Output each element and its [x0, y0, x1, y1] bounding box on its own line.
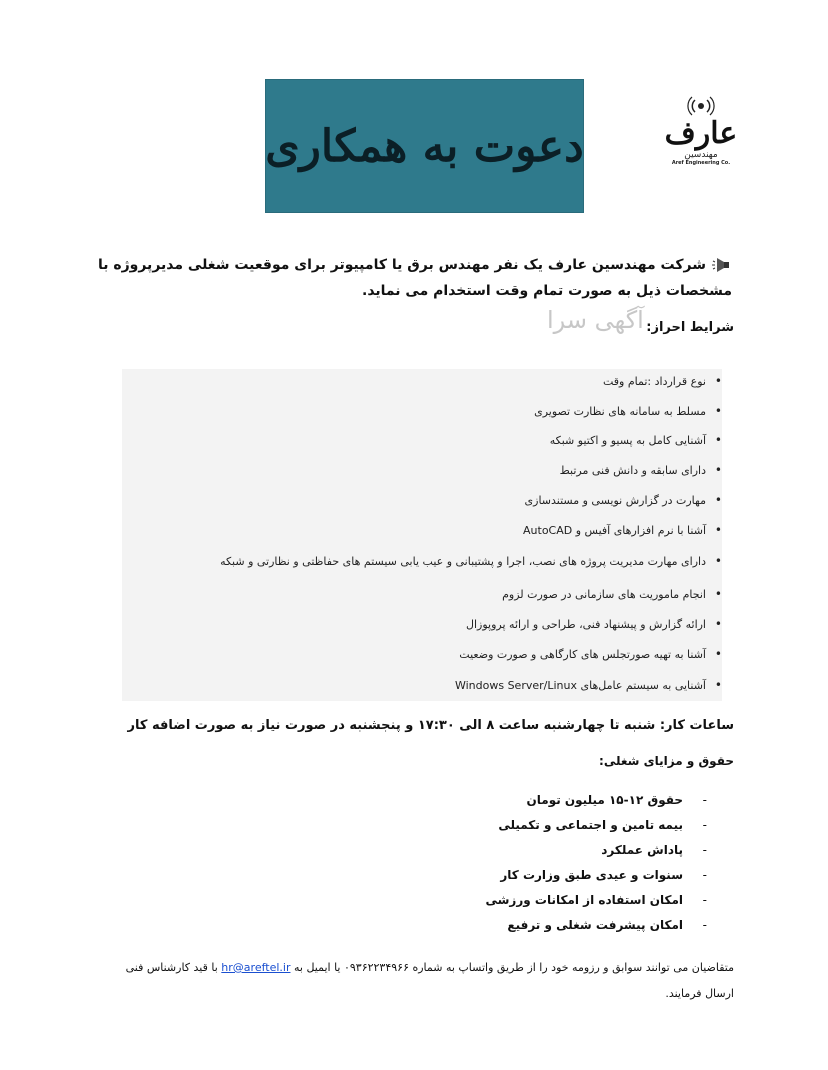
benefit-item: سنوات و عیدی طبق وزارت کار	[500, 868, 683, 882]
logo-subtitle: مهندسین	[684, 150, 718, 160]
banner-title: دعوت به همکاری	[265, 120, 584, 172]
benefit-item: بیمه تامین و اجتماعی و تکمیلی	[498, 818, 683, 832]
list-item: دارای مهارت مدیریت پروژه های نصب، اجرا و پشتیبانی و عیب یابی سیستم های حفاظتی و نظارتی و شبکه •	[220, 555, 706, 568]
logo-name: عارف	[664, 116, 738, 151]
footer-paragraph	[94, 955, 734, 1007]
antenna-icon	[686, 96, 716, 118]
dash-marker: -	[702, 868, 707, 882]
list-item: دارای سابقه و دانش فنی مرتبط •	[560, 464, 706, 477]
speaker-icon	[712, 257, 732, 273]
intro-text: شرکت مهندسین عارف یک نفر مهندس برق یا کامپیوتر برای موقعیت شغلی مدیرپروژه با مشخصات ذیل به صورت تمام وقت استخدام می نماید.	[97, 257, 732, 299]
work-hours: ساعات کار: شنبه تا چهارشنبه ساعت ۸ الی ۱۷:۳۰ و پنجشنبه در صورت نیاز به صورت اضافه کار	[127, 718, 734, 733]
company-logo	[663, 96, 739, 180]
list-item: مسلط به سامانه های نظارت تصویری •	[534, 405, 706, 418]
dash-marker: -	[702, 793, 707, 807]
watermark: آگهی سرا	[547, 306, 644, 334]
list-item: مهارت در گزارش نویسی و مستندسازی •	[525, 494, 706, 507]
footer-text-before: متقاضیان می توانند سوابق و رزومه خود را از طریق واتساپ به شماره ۰۹۳۶۲۲۳۴۹۶۶ یا ایمیل به	[293, 961, 734, 974]
dash-marker: -	[702, 918, 707, 932]
dash-marker: -	[702, 818, 707, 832]
benefit-item: امکان استفاده از امکانات ورزشی	[485, 893, 683, 907]
list-item: آشنا با نرم افزارهای آفیس و AutoCAD •	[523, 524, 706, 537]
logo-english: Aref Engineering Co.	[671, 160, 731, 166]
benefit-item: امکان پیشرفت شغلی و ترفیع	[507, 918, 683, 932]
benefits-title: حقوق و مزایای شغلی:	[599, 754, 734, 768]
list-item: نوع قرارداد :تمام وقت •	[603, 375, 706, 388]
list-item: آشنایی کامل به پسیو و اکتیو شبکه •	[550, 434, 706, 447]
conditions-title: شرایط احراز:	[646, 320, 734, 335]
intro-paragraph	[92, 252, 732, 304]
benefit-item: حقوق ۱۲-۱۵ میلیون تومان	[526, 793, 683, 807]
dash-marker: -	[702, 843, 707, 857]
list-item: آشنایی به سیستم عامل‌های Windows Server/Linux •	[455, 679, 706, 692]
list-item: ارائه گزارش و پیشنهاد فنی، طراحی و ارائه پروپوزال •	[466, 618, 706, 631]
list-item: آشنا به تهیه صورتجلس های کارگاهی و صورت وضعیت •	[459, 648, 706, 661]
dash-marker: -	[702, 893, 707, 907]
email-link[interactable]: hr@areftel.ir	[221, 961, 291, 974]
benefit-item: پاداش عملکرد	[601, 843, 683, 857]
list-item: انجام ماموریت های سازمانی در صورت لزوم •	[502, 588, 706, 601]
header-banner	[265, 79, 584, 213]
footer-text-after: با قید کارشناس فنی ارسال فرمایند.	[125, 961, 734, 1000]
